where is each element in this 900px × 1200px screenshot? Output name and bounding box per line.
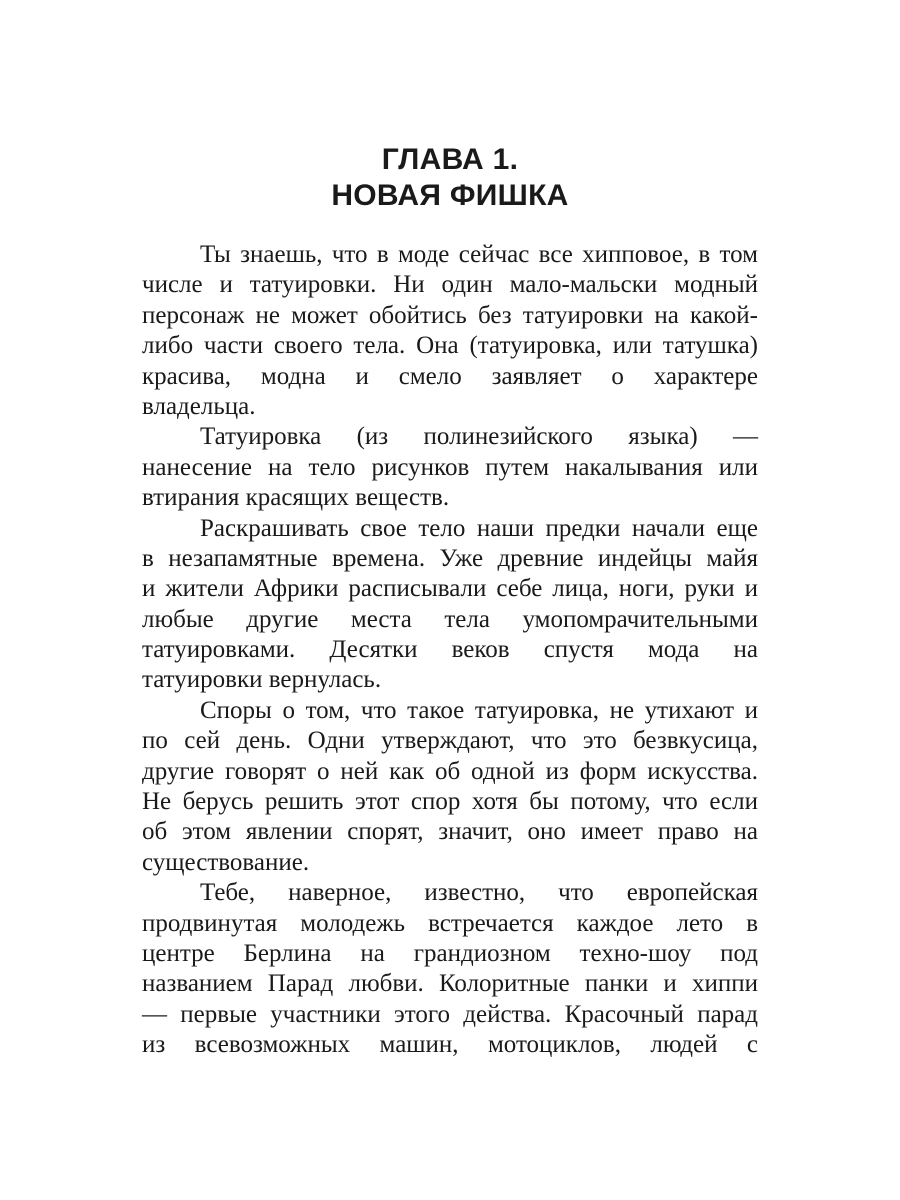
text-line: Татуировка (из полинезийского языка) — (200, 423, 758, 451)
text-line: Споры о том, что такое татуировка, не утихают и (200, 696, 758, 724)
text-line: и жители Африки расписывали себе лица, ноги, руки и (142, 575, 758, 603)
text-line: названием Парад любви. Колоритные панки и хиппи (142, 970, 758, 998)
text-line: числе и татуировки. Ни один мало-мальски модный (142, 271, 758, 299)
text-line: по сей день. Одни утверждают, что это безвкусица, (142, 727, 758, 755)
text-line: нанесение на тело рисунков путем накалывания или (142, 453, 758, 481)
text-line: либо части своего тела. Она (татуировка, или татушка) (142, 332, 758, 360)
text-line: другие говорят о ней как об одной из форм искусства. (142, 757, 758, 785)
text-line: центре Берлина на грандиозном техно-шоу под (142, 939, 758, 967)
chapter-number: ГЛАВА 1. (381, 143, 519, 176)
text-line: продвинутая молодежь встречается каждое лето в (142, 909, 758, 937)
text-line: Ты знаешь, что в моде сейчас все хипповое, в том (200, 241, 758, 268)
paragraph (142, 878, 758, 1060)
text-line: татуировками. Десятки веков спустя мода на (142, 636, 758, 664)
text-line: существование. (142, 848, 310, 876)
text-line: Тебе, наверное, известно, что европейская (200, 879, 758, 907)
text-line: Не берусь решить этот спор хотя бы потому, что если (142, 788, 758, 816)
text-line: персонаж не может обойтись без татуировки на какой- (142, 301, 758, 329)
text-line: любые другие места тела умопомрачительными (142, 605, 758, 633)
body-text (142, 240, 758, 1061)
chapter-heading (140, 142, 760, 214)
text-line: втирания красящих веществ. (142, 484, 450, 512)
text-line: татуировки вернулась. (142, 666, 382, 694)
paragraph (142, 240, 758, 422)
text-line: красива, модна и смело заявляет о характере (142, 362, 758, 390)
text-line: — первые участники этого действа. Красочный парад (142, 1000, 758, 1028)
paragraph (142, 696, 758, 878)
text-line: владельца. (142, 392, 256, 420)
chapter-title: НОВАЯ ФИШКА (331, 179, 569, 212)
text-line: Раскрашивать свое тело наши предки начали еще (200, 514, 758, 542)
text-line: об этом явлении спорят, значит, оно имеет право на (142, 818, 758, 846)
paragraph (142, 422, 758, 513)
paragraph (142, 514, 758, 696)
text-line: из всевозможных машин, мотоциклов, людей с (142, 1031, 758, 1059)
text-line: в незапамятные времена. Уже древние индейцы майя (142, 544, 758, 572)
